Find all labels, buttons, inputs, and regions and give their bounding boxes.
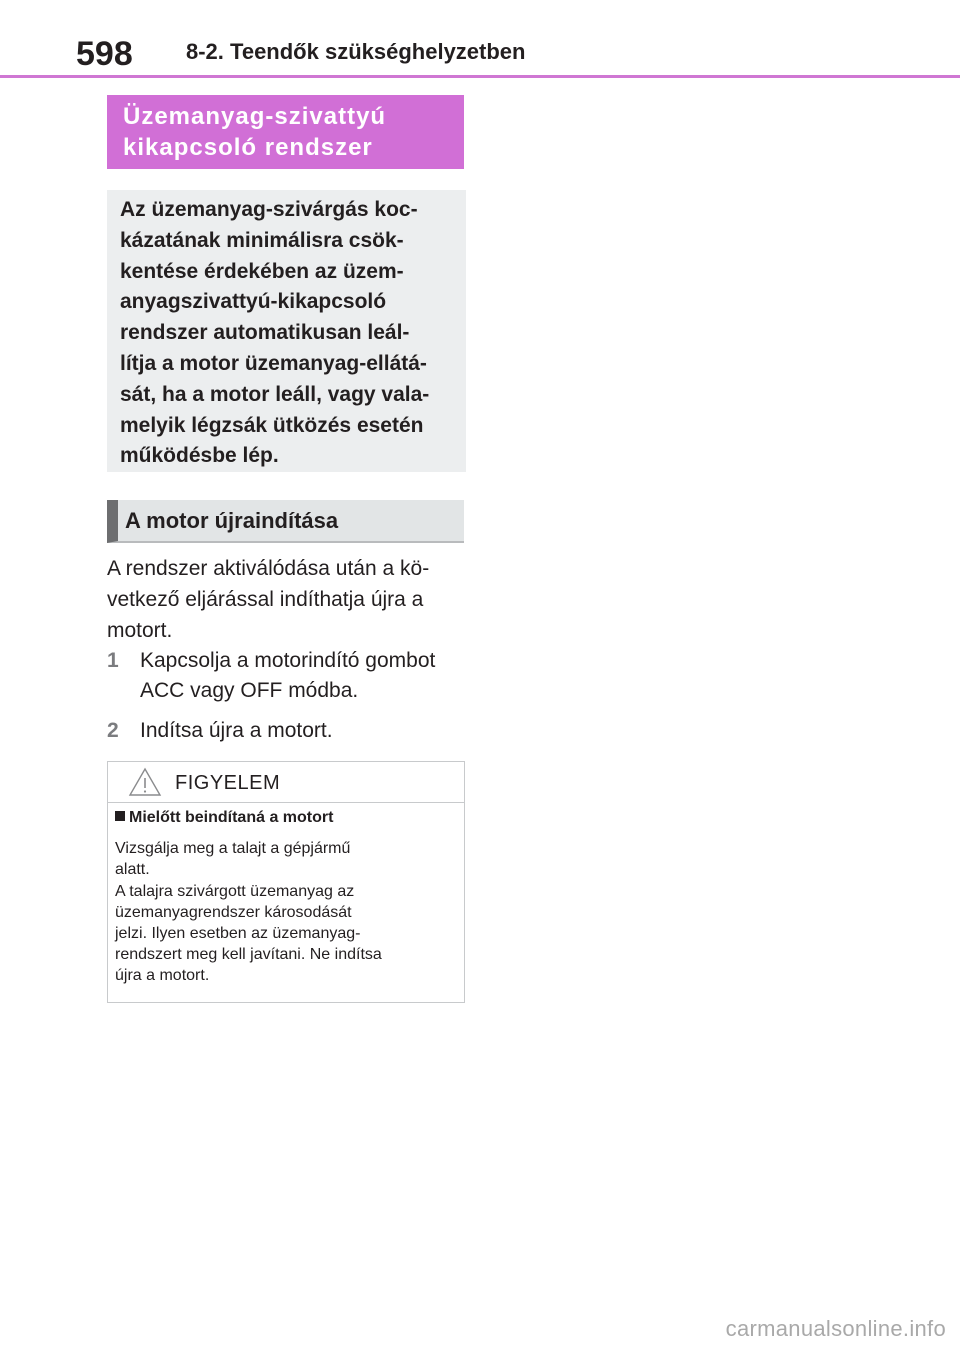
step-2 <box>107 716 467 748</box>
step-1 <box>107 646 467 710</box>
warning-text <box>115 838 455 987</box>
info-line: működésbe lép. <box>120 444 279 468</box>
watermark: carmanualsonline.info <box>725 1316 946 1341</box>
heading-line-2: kikapcsoló rendszer <box>123 134 373 161</box>
warning-header <box>108 762 464 803</box>
warning-triangle-icon <box>128 767 162 797</box>
warning-title-text: Mielőtt beindítaná a motort <box>129 809 334 826</box>
warning-line: rendszert meg kell javítani. Ne indítsa <box>115 946 382 963</box>
info-line: kentése érdekében az üzem- <box>120 259 404 283</box>
info-line: lítja a motor üzemanyag-ellátá- <box>120 351 427 375</box>
restart-heading: A motor újraindítása <box>107 500 464 543</box>
info-line: anyagszivattyú-kikapcsoló <box>120 290 387 314</box>
step-number: 1 <box>107 649 119 672</box>
warning-line: üzemanyagrendszer károsodását <box>115 904 352 921</box>
info-line: sát, ha a motor leáll, vagy vala- <box>120 382 430 406</box>
heading-line-1: Üzemanyag-szivattyú <box>123 103 387 130</box>
body-line: A rendszer aktiválódása után a kö- <box>107 557 430 580</box>
warning-box <box>107 761 465 1003</box>
info-line: melyik légzsák ütközés esetén <box>120 413 424 437</box>
step-number: 2 <box>107 719 119 742</box>
step-line: Indítsa újra a motort. <box>140 719 333 742</box>
warning-line: jelzi. Ilyen esetben az üzemanyag- <box>115 925 361 942</box>
section-title: 8-2. Teendők szükséghelyzetben <box>186 39 526 64</box>
warning-line: alatt. <box>115 861 150 878</box>
step-line: ACC vagy OFF módba. <box>140 679 359 702</box>
warning-paragraph <box>115 838 455 880</box>
square-bullet-icon <box>115 811 125 821</box>
warning-line: Vizsgálja meg a talajt a gépjármű <box>115 840 351 857</box>
info-box <box>107 190 466 472</box>
info-line: kázatának minimálisra csök- <box>120 228 404 252</box>
warning-label: FIGYELEM <box>175 772 281 794</box>
body-line: vetkező eljárással indíthatja újra a <box>107 588 424 611</box>
step-line: Kapcsolja a motorindító gombot <box>140 649 436 672</box>
step-text <box>140 646 470 706</box>
header-divider <box>0 75 960 78</box>
body-line: motort. <box>107 619 173 642</box>
fuel-pump-heading <box>107 95 464 169</box>
info-line: Az üzemanyag-szivárgás koc- <box>120 198 418 221</box>
restart-intro <box>107 553 467 646</box>
warning-line: újra a motort. <box>115 967 210 984</box>
warning-title <box>115 808 333 828</box>
page-number: 598 <box>76 35 133 73</box>
warning-paragraph <box>115 881 455 986</box>
warning-line: A talajra szivárgott üzemanyag az <box>115 883 355 900</box>
step-text <box>140 716 470 746</box>
info-line: rendszer automatikusan leál- <box>120 321 410 345</box>
